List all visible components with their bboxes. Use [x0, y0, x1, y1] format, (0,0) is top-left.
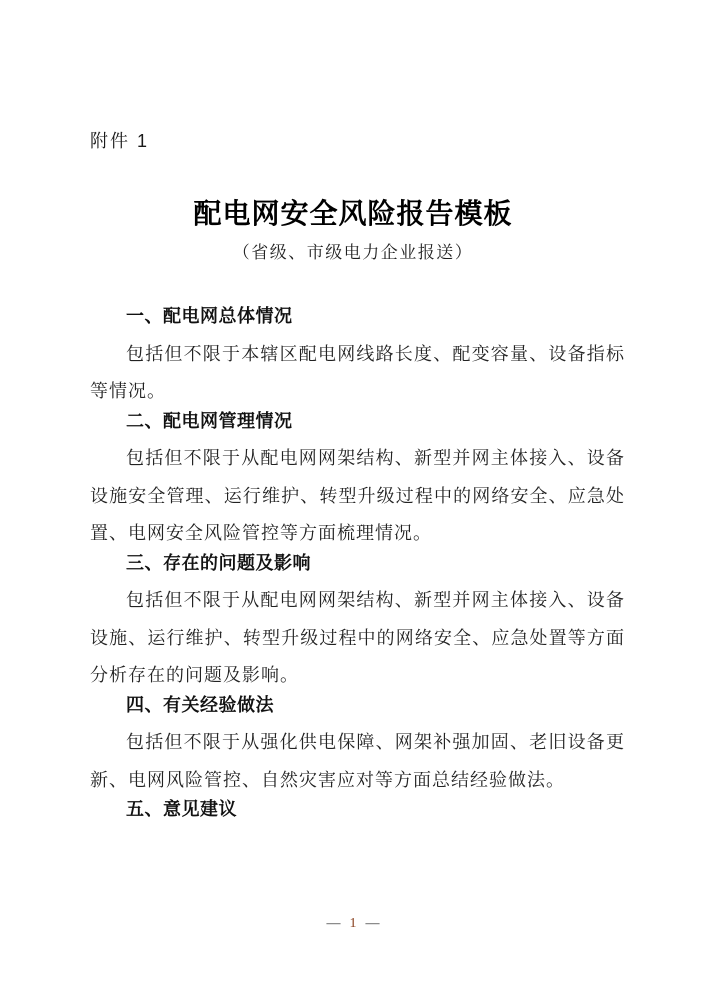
- page-number: 1: [349, 916, 357, 931]
- section-overview: [90, 298, 625, 411]
- section-paragraph: 包括但不限于从配电网网架结构、新型并网主体接入、设备设施安全管理、运行维护、转型升级过程中的网络安全、应急处置、电网安全风险管控等方面梳理情况。: [90, 448, 625, 543]
- section-paragraph: 包括但不限于从配电网网架结构、新型并网主体接入、设备设施、运行维护、转型升级过程中的网络安全、应急处置等方面分析存在的问题及影响。: [90, 590, 625, 685]
- page-subtitle: （省级、市级电力企业报送）: [232, 243, 474, 262]
- section-problems: [90, 545, 625, 695]
- footer-dash-left: —: [326, 916, 341, 931]
- attachment-label: 附件 1: [90, 131, 150, 151]
- section-heading: 一、配电网总体情况: [126, 306, 293, 326]
- section-paragraph: 包括但不限于从强化供电保障、网架补强加固、老旧设备更新、电网风险管控、自然灾害应对等方面总结经验做法。: [90, 732, 625, 790]
- page-title: 配电网安全风险报告模板: [193, 198, 513, 229]
- section-management: [90, 403, 625, 553]
- section-heading: 三、存在的问题及影响: [126, 552, 311, 573]
- section-heading: 五、意见建议: [126, 799, 237, 819]
- section-paragraph: 包括但不限于本辖区配电网线路长度、配变容量、设备指标等情况。: [90, 343, 625, 401]
- section-heading: 四、有关经验做法: [126, 694, 274, 715]
- section-experience: [90, 687, 625, 800]
- footer-dash-right: —: [365, 916, 380, 931]
- page-footer: [0, 914, 706, 934]
- section-heading: 二、配电网管理情况: [126, 410, 293, 431]
- document-body: [90, 298, 625, 829]
